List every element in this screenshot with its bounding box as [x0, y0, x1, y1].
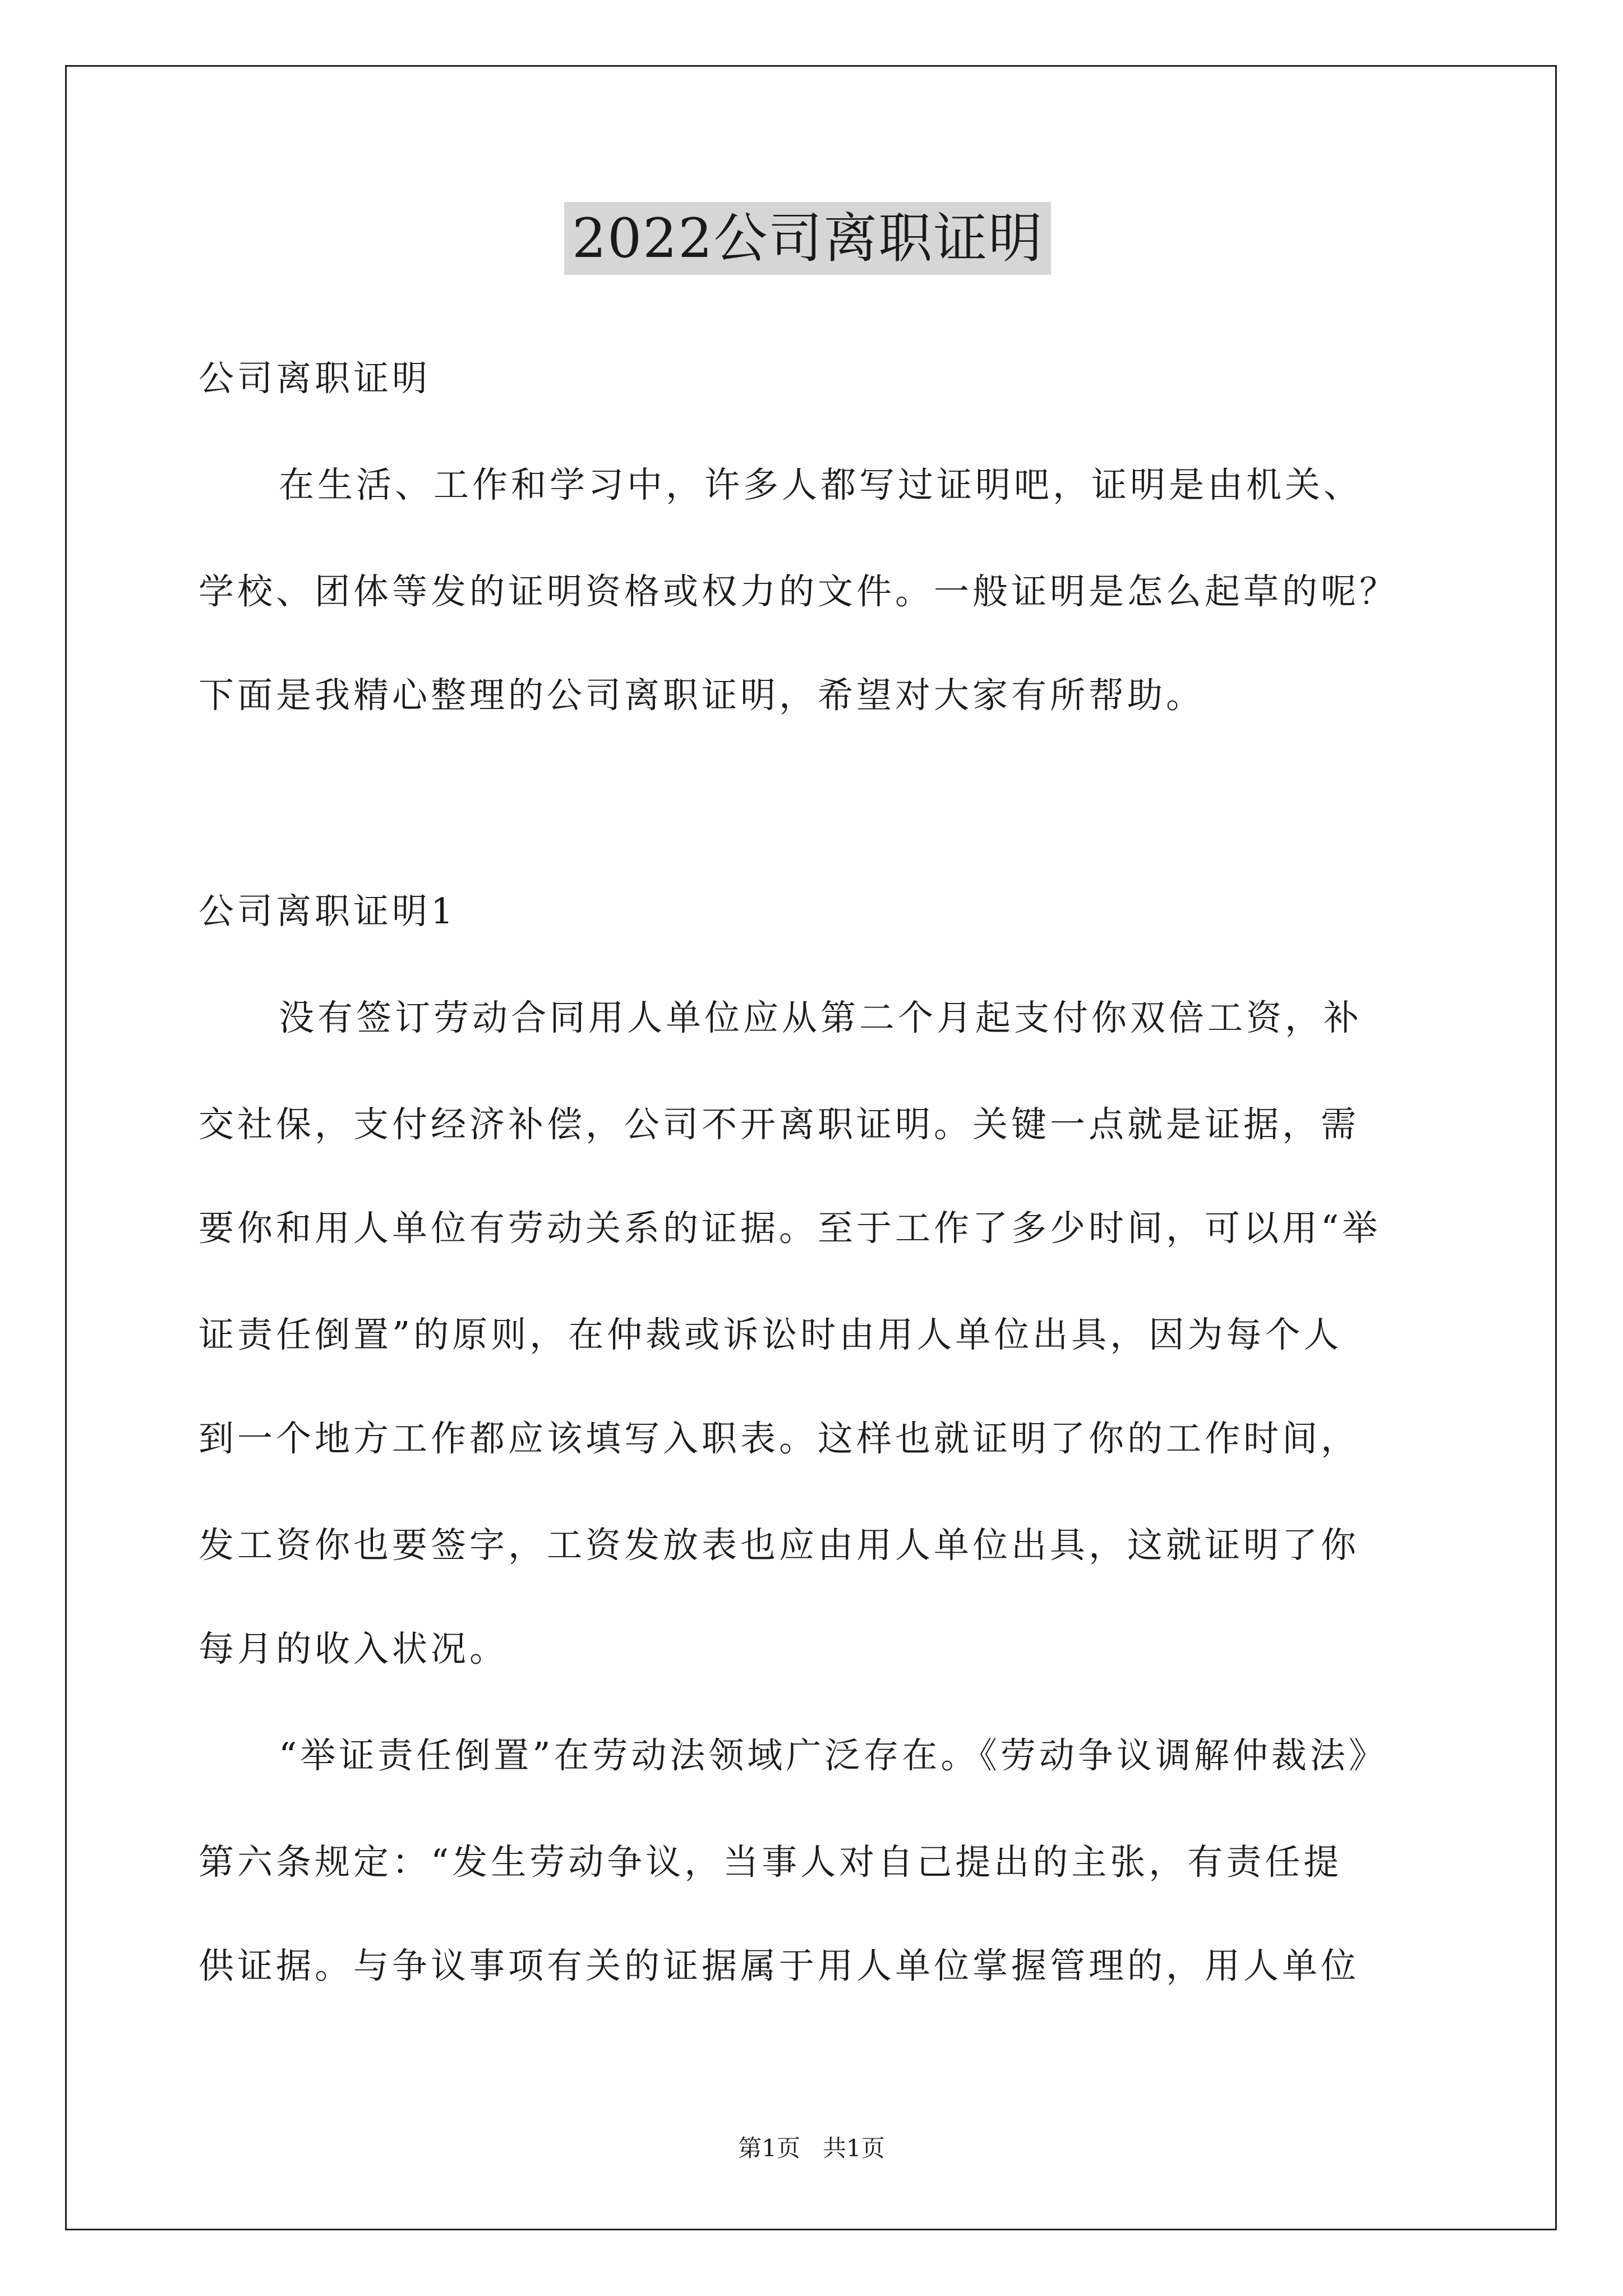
intro-line: 在生活、工作和学习中，许多人都写过证明吧，证明是由机关、 [279, 464, 1362, 505]
paragraph-line: 交社保，支付经济补偿，公司不开离职证明。关键一点就是证据，需 [199, 1104, 1359, 1145]
document-title: 2022公司离职证明 [564, 202, 1051, 275]
paragraph-line: 每月的收入状况。 [199, 1628, 508, 1669]
paragraph-line: 到一个地方工作都应该填写入职表。这样也就证明了你的工作时间， [199, 1418, 1359, 1459]
intro-line: 学校、团体等发的证明资格或权力的文件。一般证明是怎么起草的呢？ [199, 571, 1398, 612]
paragraph-line: 要你和用人单位有劳动关系的证据。至于工作了多少时间，可以用“举 [199, 1208, 1381, 1249]
paragraph-line: 发工资你也要签字，工资发放表也应由用人单位出具，这就证明了你 [199, 1525, 1359, 1566]
paragraph-line: 没有签订劳动合同用人单位应从第二个月起支付你双倍工资，补 [279, 997, 1362, 1038]
page-number-footer: 第1页 共1页 [738, 2134, 885, 2162]
section-heading: 公司离职证明 [199, 358, 431, 399]
paragraph-line: 供证据。与争议事项有关的证据属于用人单位掌握管理的，用人单位 [199, 1945, 1359, 1986]
paragraph-line: 证责任倒置”的原则，在仲裁或诉讼时由用人单位出具，因为每个人 [199, 1314, 1343, 1355]
section1-heading: 公司离职证明1 [199, 891, 457, 932]
paragraph-line: 第六条规定：“发生劳动争议，当事人对自己提出的主张，有责任提 [199, 1842, 1343, 1883]
paragraph-line: “举证责任倒置”在劳动法领域广泛存在。《劳动争议调解仲裁法》 [279, 1735, 1387, 1776]
intro-line: 下面是我精心整理的公司离职证明，希望对大家有所帮助。 [199, 675, 1205, 716]
